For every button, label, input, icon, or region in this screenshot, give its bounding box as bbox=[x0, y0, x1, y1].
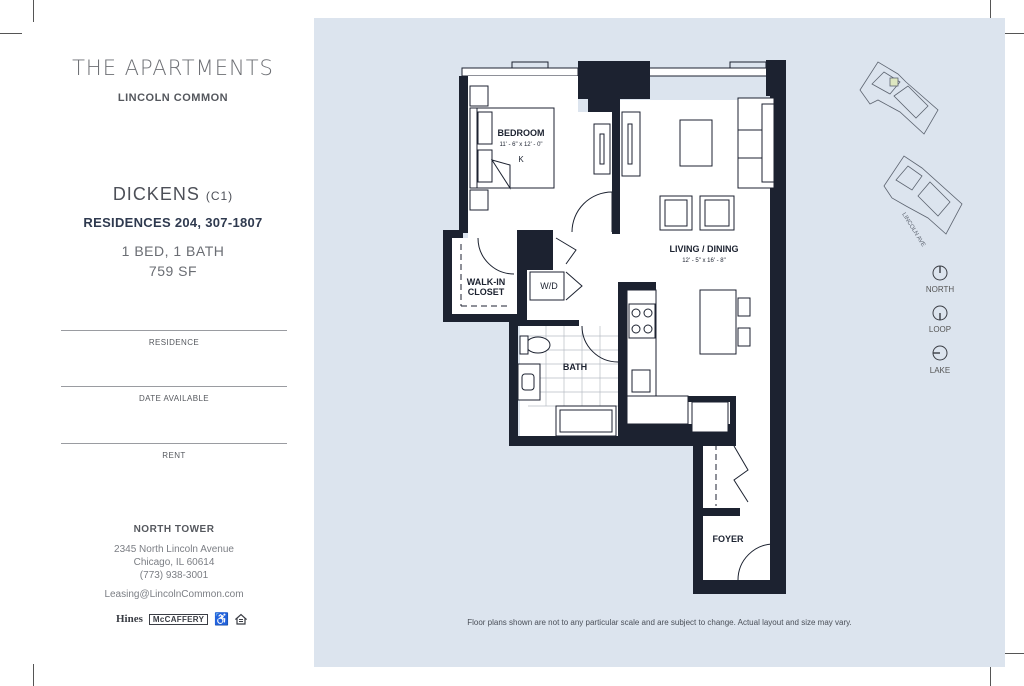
sofa bbox=[738, 98, 774, 188]
window-top bbox=[462, 68, 578, 76]
north-label: NORTH bbox=[925, 285, 955, 294]
mccaffery-logo: McCAFFERY bbox=[149, 614, 208, 625]
headboard bbox=[470, 108, 477, 188]
wall-left bbox=[459, 76, 468, 233]
beds-baths: 1 BED, 1 BATH bbox=[121, 243, 225, 259]
rent-label: RENT bbox=[162, 451, 186, 460]
kitchen-sink bbox=[632, 370, 650, 392]
loop-label: LOOP bbox=[928, 325, 952, 334]
wall-closet bbox=[443, 314, 520, 322]
tv-console bbox=[622, 112, 640, 176]
stool bbox=[738, 298, 750, 316]
residence-label: RESIDENCE bbox=[148, 338, 200, 347]
living-dining-label: LIVING / DINING bbox=[669, 244, 739, 254]
wall-interior bbox=[517, 230, 553, 270]
toilet-tank bbox=[520, 336, 528, 354]
wall-kitchen bbox=[730, 396, 736, 446]
bedroom-dimensions: 11' - 6" x 12' - 0" bbox=[499, 142, 543, 148]
nightstand bbox=[470, 190, 488, 210]
wall-foyer bbox=[703, 508, 740, 516]
wall-kitchen bbox=[618, 282, 656, 290]
wall-foyer bbox=[693, 580, 786, 594]
foyer-label: FOYER bbox=[712, 534, 744, 544]
address-line2: Chicago, IL 60614 bbox=[133, 557, 215, 568]
tower-name: NORTH TOWER bbox=[133, 524, 215, 535]
key-plan bbox=[860, 62, 962, 234]
bath-label: BATH bbox=[562, 362, 588, 372]
nightstand bbox=[470, 86, 488, 106]
toilet bbox=[526, 337, 550, 353]
window-ledge bbox=[730, 62, 766, 68]
wall-kitchen bbox=[688, 396, 736, 402]
closet-label: WALK-IN bbox=[466, 277, 506, 287]
pillow bbox=[478, 112, 492, 144]
wall-interior bbox=[517, 320, 579, 326]
wall-bath bbox=[509, 322, 518, 446]
closet-label-line2: CLOSET bbox=[467, 287, 505, 297]
coffee-table bbox=[680, 120, 712, 166]
kitchen-counter bbox=[627, 396, 688, 424]
wall-closet bbox=[443, 230, 463, 238]
unit-area: 759 SF bbox=[148, 263, 198, 279]
residences-list: RESIDENCES 204, 307-1807 bbox=[83, 215, 263, 230]
kitchen-island bbox=[700, 290, 736, 354]
date-available-label: DATE AVAILABLE bbox=[138, 394, 210, 403]
key-plan-street: LINCOLN AVE bbox=[900, 211, 927, 249]
cooktop bbox=[629, 304, 655, 338]
window-ledge bbox=[512, 62, 548, 68]
disclaimer: Floor plans shown are not to any particular scale and are subject to change. Actual layout and size may vary. bbox=[467, 618, 852, 627]
unit-code: (C1) bbox=[205, 189, 234, 203]
email-link[interactable]: Leasing@LincolnCommon.com bbox=[104, 589, 244, 600]
wall-interior bbox=[517, 270, 527, 322]
wall-right-stub bbox=[766, 60, 786, 96]
window-top bbox=[648, 68, 772, 76]
brand-title: THE APARTMENTS bbox=[72, 56, 274, 80]
unit-name-text: DICKENS bbox=[112, 184, 200, 204]
wall-kitchen bbox=[618, 282, 627, 446]
wall-interior bbox=[612, 100, 620, 234]
structural-column bbox=[578, 61, 650, 99]
refrigerator bbox=[692, 402, 728, 432]
wall-bath bbox=[509, 436, 625, 446]
sink bbox=[522, 374, 534, 390]
phone-number: (773) 938-3001 bbox=[139, 570, 209, 581]
bed-size-mark: K bbox=[518, 155, 524, 164]
stool bbox=[738, 328, 750, 346]
lake-label: LAKE bbox=[929, 366, 951, 375]
living-dining-dimensions: 12' - 5" x 16' - 8" bbox=[682, 258, 726, 264]
address-line1: 2345 North Lincoln Avenue bbox=[114, 544, 234, 555]
brand-subtitle: LINCOLN COMMON bbox=[117, 92, 229, 104]
wall-foyer bbox=[693, 440, 703, 594]
pillow bbox=[478, 150, 492, 182]
washer-dryer-label: W/D bbox=[540, 281, 558, 291]
hines-logo: Hines bbox=[116, 613, 143, 625]
bedroom-label: BEDROOM bbox=[497, 128, 545, 138]
dresser bbox=[594, 124, 610, 174]
accessibility-icon: ♿ bbox=[214, 612, 230, 626]
wall-closet bbox=[443, 230, 452, 322]
